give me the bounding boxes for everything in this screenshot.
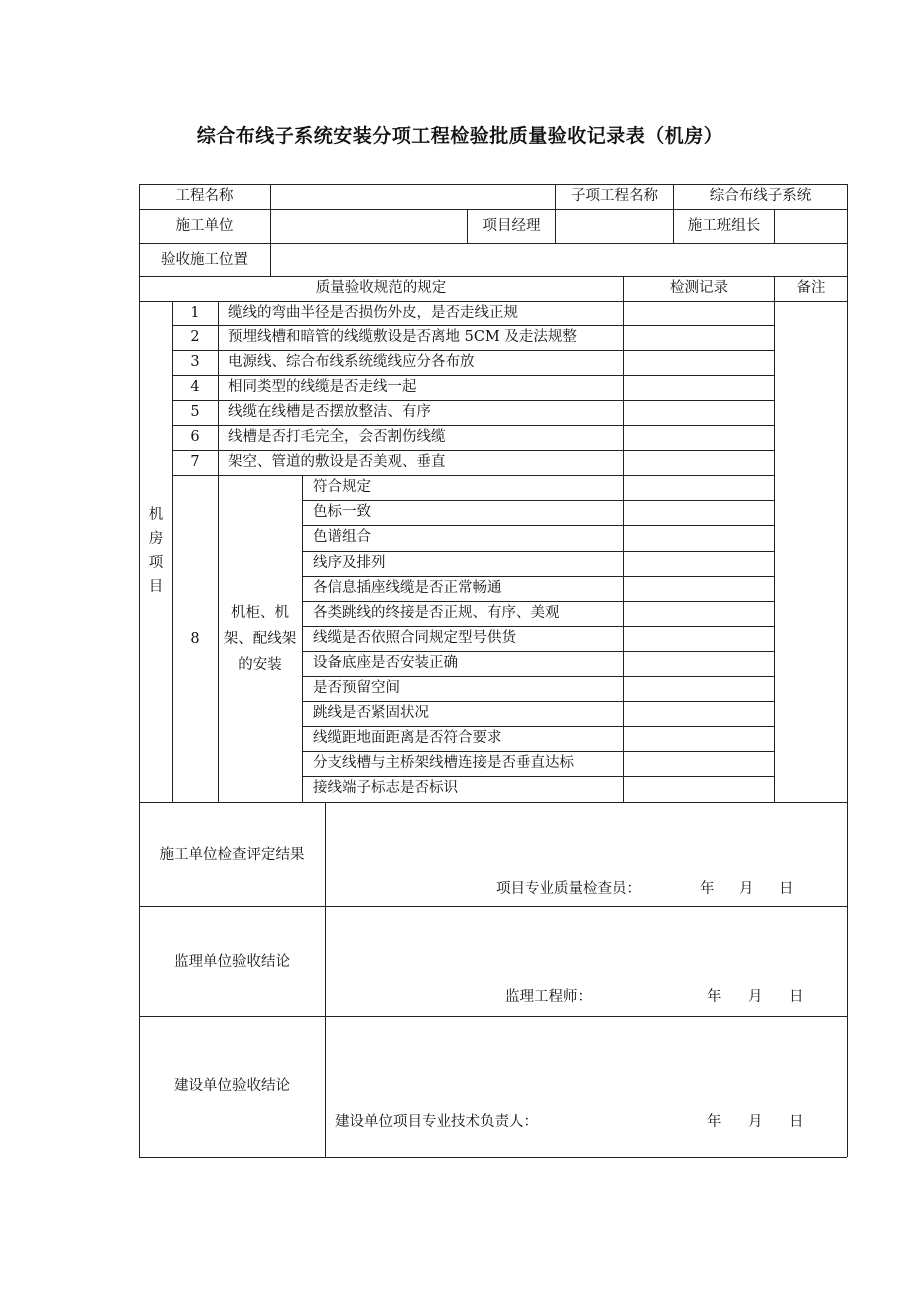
record-cell[interactable]: [624, 702, 774, 726]
table-border: [218, 301, 219, 802]
record-cell[interactable]: [624, 476, 774, 500]
sub-project-value: 综合布线子系统: [709, 188, 812, 204]
project-name-label: 工程名称: [175, 188, 234, 204]
team-leader-field[interactable]: [775, 210, 847, 243]
record-cell[interactable]: [624, 302, 774, 326]
record-cell[interactable]: [624, 376, 774, 400]
record-cell[interactable]: [624, 677, 774, 701]
record-cell[interactable]: [624, 552, 774, 576]
sub-project-label: 子项工程名称: [571, 188, 658, 204]
record-cell[interactable]: [624, 752, 774, 776]
item-number: 4: [190, 379, 200, 395]
signer-label: 建设单位项目专业技术负责人：: [335, 1114, 538, 1130]
table-left-border: [139, 184, 140, 1157]
table-border: [172, 301, 173, 802]
list-item: 架空、管道的敷设是否美观、垂直: [228, 454, 446, 470]
table-border: [139, 276, 847, 277]
record-cell[interactable]: [624, 652, 774, 676]
item-number: 5: [190, 404, 200, 420]
table-border: [139, 209, 847, 210]
list-item: 接线端子标志是否标识: [313, 780, 458, 796]
list-item: 是否预留空间: [313, 680, 400, 696]
table-right-border: [847, 184, 848, 1157]
record-cell[interactable]: [624, 326, 774, 350]
list-item: 线缆是否依照合同规定型号供货: [313, 630, 516, 646]
list-item: 各类跳线的终接是否正规、有序、美观: [313, 605, 560, 621]
item-number: 8: [190, 631, 200, 647]
team-leader-label: 施工班组长: [687, 218, 761, 234]
list-item: 线序及排列: [313, 555, 386, 571]
location-label: 验收施工位置: [161, 252, 248, 268]
record-cell[interactable]: [624, 451, 774, 475]
date-month: 月: [748, 989, 763, 1005]
list-item: 相同类型的线缆是否走线一起: [228, 379, 417, 395]
item-number: 2: [190, 329, 200, 345]
list-item: 跳线是否紧固状况: [313, 705, 429, 721]
date-year: 年: [707, 1114, 722, 1130]
list-item: 缆线的弯曲半径是否损伤外皮，是否走线正规: [228, 305, 518, 321]
signer-label: 项目专业质量检查员：: [496, 881, 641, 897]
date-month: 月: [739, 881, 754, 897]
record-cell[interactable]: [624, 727, 774, 751]
item-number: 3: [190, 354, 200, 370]
construction-unit-field[interactable]: [271, 210, 467, 243]
date-year: 年: [707, 989, 722, 1005]
page-title: 综合布线子系统安装分项工程检验批质量验收记录表（机房）: [196, 125, 724, 147]
list-item: 色标一致: [313, 504, 371, 520]
date-year: 年: [700, 881, 715, 897]
date-day: 日: [789, 989, 804, 1005]
item-number: 1: [190, 305, 200, 321]
record-cell[interactable]: [624, 627, 774, 651]
list-item: 线缆在线槽是否摆放整洁、有序: [228, 404, 431, 420]
list-item: 预埋线槽和暗管的线缆敷设是否离地 5CM 及走法规整: [228, 329, 577, 345]
section-label: 监理单位验收结论: [174, 954, 290, 970]
project-name-field[interactable]: [271, 185, 555, 209]
record-cell[interactable]: [624, 426, 774, 450]
item-number: 6: [190, 429, 200, 445]
date-day: 日: [789, 1114, 804, 1130]
location-field[interactable]: [271, 244, 847, 276]
list-item: 设备底座是否安装正确: [313, 655, 458, 671]
remark-cell[interactable]: [775, 302, 847, 802]
item8-label: 机柜、机架、配线架的安装: [223, 605, 297, 673]
section-conclusion-field[interactable]: [326, 1017, 847, 1157]
table-border: [139, 1157, 847, 1158]
column-header-spec: 质量验收规范的规定: [315, 280, 447, 296]
item-number: 7: [190, 454, 200, 470]
project-manager-field[interactable]: [556, 210, 673, 243]
column-header-record: 检测记录: [670, 280, 728, 296]
record-cell[interactable]: [624, 401, 774, 425]
signer-label: 监理工程师：: [505, 989, 592, 1005]
record-cell[interactable]: [624, 526, 774, 551]
record-cell[interactable]: [624, 777, 774, 802]
record-cell[interactable]: [624, 577, 774, 601]
list-item: 线缆距地面距离是否符合要求: [313, 730, 502, 746]
construction-unit-label: 施工单位: [175, 218, 234, 234]
record-cell[interactable]: [624, 351, 774, 375]
project-manager-label: 项目经理: [482, 218, 541, 234]
list-item: 色谱组合: [313, 529, 371, 545]
record-cell[interactable]: [624, 501, 774, 525]
section-label: 建设单位验收结论: [174, 1078, 290, 1094]
date-month: 月: [748, 1114, 763, 1130]
list-item: 分支线槽与主桥架线槽连接是否垂直达标: [313, 755, 574, 771]
record-cell[interactable]: [624, 602, 774, 626]
date-day: 日: [779, 881, 794, 897]
list-item: 符合规定: [313, 479, 371, 495]
section-label: 施工单位检查评定结果: [159, 847, 305, 863]
list-item: 电源线、综合布线系统缆线应分各布放: [228, 354, 475, 370]
column-header-remark: 备注: [796, 280, 826, 296]
category-label: 机 房 项 目: [148, 507, 164, 595]
list-item: 线槽是否打毛完全，会否割伤线缆: [228, 429, 446, 445]
list-item: 各信息插座线缆是否正常畅通: [313, 580, 502, 596]
